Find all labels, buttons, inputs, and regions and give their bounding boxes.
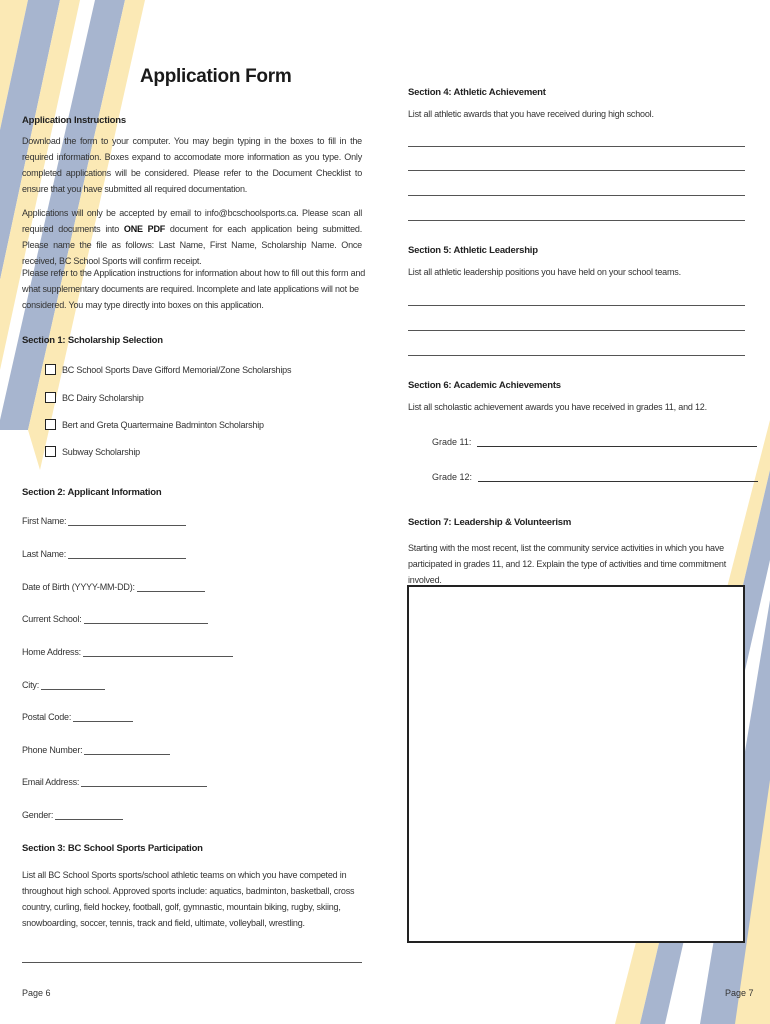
grade-11-field[interactable]: [432, 436, 757, 447]
phone-number-input[interactable]: [84, 744, 170, 755]
email-address-field[interactable]: [22, 776, 207, 787]
grade-12-field[interactable]: [432, 471, 758, 482]
current-school-input[interactable]: [84, 613, 208, 624]
grade-12-input[interactable]: [478, 471, 758, 482]
section5-answer-line-3[interactable]: [408, 355, 745, 356]
last-name-field[interactable]: [22, 548, 186, 559]
checkbox[interactable]: [45, 364, 56, 375]
section5-answer-line-1[interactable]: [408, 305, 745, 306]
field-label: Last Name:: [22, 549, 67, 559]
field-label: Email Address:: [22, 777, 80, 787]
field-label: Gender:: [22, 810, 54, 820]
gender-input[interactable]: [55, 809, 123, 820]
first-name-input[interactable]: [68, 515, 186, 526]
checkbox[interactable]: [45, 419, 56, 430]
scholarship-label: BC School Sports Dave Gifford Memorial/Zone Scholarships: [62, 364, 292, 375]
instructions-paragraph-1: Download the form to your computer. You may begin typing in the boxes to fill in the required information. Boxes expand to accomodate more information as you type. Only completed applications will be considered. Please refer to the Document Checklist to ensure that you have submitted all required documentation.: [22, 136, 362, 194]
page-number-left: Page 6: [22, 988, 51, 998]
home-address-field[interactable]: [22, 646, 233, 657]
section3-answer-line[interactable]: [22, 962, 362, 963]
field-label: Date of Birth (YYYY-MM-DD):: [22, 582, 135, 592]
home-address-input[interactable]: [83, 646, 233, 657]
field-label: Postal Code:: [22, 712, 72, 722]
gender-field[interactable]: [22, 809, 123, 820]
scholarship-option-badminton[interactable]: [45, 419, 264, 430]
section4-answer-line-4[interactable]: [408, 220, 745, 221]
section4-heading: Section 4: Athletic Achievement: [408, 87, 546, 98]
grade-11-input[interactable]: [477, 436, 757, 447]
date-of-birth-input[interactable]: [137, 581, 205, 592]
page-number-right: Page 7: [725, 988, 754, 998]
checkbox[interactable]: [45, 446, 56, 457]
field-label: First Name:: [22, 516, 67, 526]
grade-12-label: Grade 12:: [432, 472, 473, 482]
last-name-input[interactable]: [68, 548, 186, 559]
section7-answer-box[interactable]: [407, 585, 745, 943]
scholarship-option-bc-dairy[interactable]: [45, 392, 144, 403]
checkbox[interactable]: [45, 392, 56, 403]
section4-text: List all athletic awards that you have received during high school.: [408, 109, 654, 119]
city-input[interactable]: [41, 679, 105, 690]
field-label: Current School:: [22, 614, 82, 624]
section6-heading: Section 6: Academic Achievements: [408, 380, 561, 391]
grade-11-label: Grade 11:: [432, 437, 472, 447]
date-of-birth-field[interactable]: [22, 581, 205, 592]
section4-answer-line-3[interactable]: [408, 195, 745, 196]
field-label: Phone Number:: [22, 745, 83, 755]
city-field[interactable]: [22, 679, 105, 690]
section7-text: Starting with the most recent, list the community service activities in which you have participated in grades 11, and 12. Explain the type of activities and time commitment involved.: [408, 543, 727, 585]
scholarship-option-subway[interactable]: [45, 446, 140, 457]
scholarship-label: Subway Scholarship: [62, 446, 140, 457]
instructions-heading: Application Instructions: [22, 115, 126, 126]
section3-text: List all BC School Sports sports/school athletic teams on which you have competed in throughout high school. Approved sports include: aquatics, badminton, basketball, cross country, curling, field hockey, football, golf, gymnastic, mountain biking, rugby, skiing, snowboarding, soccer, tennis, track and field, ultimate, volleyball, wrestling.: [22, 870, 355, 928]
section4-answer-line-1[interactable]: [408, 146, 745, 147]
section5-heading: Section 5: Athletic Leadership: [408, 245, 538, 256]
field-label: City:: [22, 680, 40, 690]
instructions-paragraph-3: Please refer to the Application instructions for information about how to fill out this form and what supplementary documents are required. Incomplete and late applications will not be considered. You may type directly into boxes on this application.: [22, 268, 365, 310]
email-address-input[interactable]: [81, 776, 207, 787]
section5-text: List all athletic leadership positions you have held on your school teams.: [408, 267, 681, 277]
phone-number-field[interactable]: [22, 744, 170, 755]
section3-heading: Section 3: BC School Sports Participation: [22, 843, 203, 854]
section2-heading: Section 2: Applicant Information: [22, 487, 162, 498]
one-pdf-emphasis: ONE PDF: [123, 224, 166, 234]
first-name-field[interactable]: [22, 515, 186, 526]
postal-code-field[interactable]: [22, 711, 133, 722]
instructions-paragraph-2: Applications will only be accepted by email to info@bcschoolsports.ca. Please scan all required documents into ONE PDF document for each application being submitted. Please name the file as follows: Last Name, First Name, Scholarship Name. Once received, BC School Sports will confirm receipt.: [22, 208, 363, 266]
section4-answer-line-2[interactable]: [408, 170, 745, 171]
field-label: Home Address:: [22, 647, 81, 657]
scholarship-option-dave-gifford[interactable]: [45, 364, 291, 375]
section6-text: List all scholastic achievement awards you have received in grades 11, and 12.: [408, 402, 707, 412]
section7-heading: Section 7: Leadership & Volunteerism: [408, 517, 572, 528]
current-school-field[interactable]: [22, 613, 208, 624]
scholarship-label: BC Dairy Scholarship: [62, 392, 144, 403]
postal-code-input[interactable]: [73, 711, 133, 722]
page-title: Application Form: [140, 66, 292, 87]
section1-heading: Section 1: Scholarship Selection: [22, 335, 163, 346]
scholarship-label: Bert and Greta Quartermaine Badminton Scholarship: [62, 419, 264, 430]
section5-answer-line-2[interactable]: [408, 330, 745, 331]
